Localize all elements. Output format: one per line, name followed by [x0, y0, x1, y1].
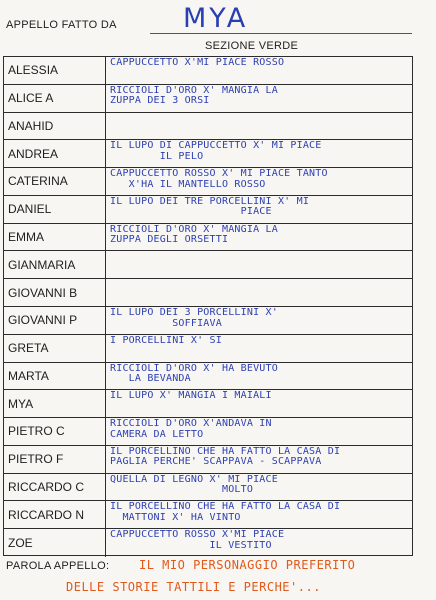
column-divider — [105, 501, 106, 528]
column-divider — [105, 196, 106, 223]
student-answer: IL LUPO DEI 3 PORCELLINI X' SOFFIAVA — [110, 308, 278, 329]
column-divider — [105, 168, 106, 195]
column-divider — [105, 307, 106, 334]
column-divider — [105, 363, 106, 390]
table-row — [4, 390, 412, 418]
table-row — [4, 224, 412, 252]
student-answer: I PORCELLINI X' SI — [110, 335, 222, 346]
column-divider — [105, 85, 106, 112]
table-row — [4, 474, 412, 502]
student-name: EMMA — [8, 230, 44, 245]
student-answer: RICCIOLI D'ORO X'ANDAVA IN CAMERA DA LETTO — [110, 419, 272, 440]
table-row — [4, 335, 412, 363]
student-answer — [110, 114, 408, 140]
column-divider — [105, 529, 106, 557]
table-row — [4, 140, 412, 168]
column-divider — [105, 140, 106, 167]
student-answer: IL LUPO DEI TRE PORCELLINI X' MI PIACE — [110, 196, 310, 218]
student-name: GIOVANNI B — [8, 285, 78, 300]
student-answer: IL PORCELLINO CHE HA FATTO LA CASA DI PAGLIA PERCHE' SCAPPAVA - SCAPPAVA — [110, 446, 341, 468]
student-answer: CAPPUCCETTO ROSSO X' MI PIACE TANTO X'HA IL MANTELLO ROSSO — [110, 169, 328, 190]
student-name: ALESSIA — [8, 63, 59, 78]
student-name: ZOE — [8, 536, 33, 551]
student-name: RICCARDO C — [8, 480, 85, 495]
column-divider — [105, 390, 106, 417]
student-name: RICCARDO N — [8, 507, 85, 522]
student-name: PIETRO C — [8, 424, 65, 439]
roll-call-table — [3, 56, 413, 556]
student-name: MARTA — [8, 368, 49, 383]
header-label: APPELLO FATTO DA — [6, 19, 117, 31]
student-name: DANIEL — [8, 202, 52, 217]
student-answer: CAPPUCCETTO X'MI PIACE ROSSO — [110, 58, 285, 68]
student-name: ANDREA — [8, 146, 59, 161]
column-divider — [105, 57, 106, 84]
table-row — [4, 113, 412, 141]
column-divider — [105, 418, 106, 445]
student-answer: RICCIOLI D'ORO X' HA BEVUTO LA BEVANDA — [110, 363, 278, 385]
student-name: ANAHID — [8, 118, 54, 133]
table-row — [4, 85, 412, 113]
table-row — [4, 529, 412, 557]
section-title: SEZIONE VERDE — [205, 40, 299, 52]
student-name: PIETRO F — [8, 452, 64, 467]
header-handwritten-name: MYA — [183, 3, 249, 34]
footer-label: PAROLA APPELLO: — [6, 560, 110, 572]
student-answer: CAPPUCCETTO ROSSO X'MI PIACE IL VESTITO — [110, 530, 285, 551]
table-row — [4, 196, 412, 224]
column-divider — [105, 279, 106, 306]
column-divider — [105, 474, 106, 501]
table-row — [4, 57, 412, 85]
student-name: GRETA — [8, 341, 49, 356]
table-row — [4, 501, 412, 529]
student-name: GIOVANNI P — [8, 313, 78, 328]
table-row — [4, 307, 412, 335]
student-answer — [110, 252, 408, 278]
footer-prompt-line-2: DELLE STORIE TATTILI E PERCHE'... — [66, 580, 321, 594]
column-divider — [105, 251, 106, 278]
table-row — [4, 251, 412, 279]
table-row — [4, 168, 412, 196]
student-answer: RICCIOLI D'ORO X' MANGIA LA ZUPPA DEGLI ORSETTI — [110, 224, 278, 246]
footer-prompt-line-1: IL MIO PERSONAGGIO PREFERITO — [139, 558, 356, 572]
student-answer: QUELLA DI LEGNO X' MI PIACE MOLTO — [110, 474, 278, 496]
student-name: ALICE A — [8, 91, 54, 106]
column-divider — [105, 335, 106, 362]
column-divider — [105, 113, 106, 140]
student-answer — [110, 280, 408, 306]
student-name: GIANMARIA — [8, 257, 76, 272]
student-answer: IL LUPO DI CAPPUCCETTO X' MI PIACE IL PELO — [110, 141, 322, 162]
table-row — [4, 279, 412, 307]
student-answer: RICCIOLI D'ORO X' MANGIA LA ZUPPA DEI 3 ORSI — [110, 85, 278, 107]
table-row — [4, 446, 412, 474]
table-row — [4, 418, 412, 446]
student-name: CATERINA — [8, 174, 68, 189]
student-name: MYA — [8, 396, 34, 411]
column-divider — [105, 224, 106, 251]
student-answer: IL PORCELLINO CHE HA FATTO LA CASA DI MATTONI X' HA VINTO — [110, 502, 341, 523]
column-divider — [105, 446, 106, 473]
student-answer: IL LUPO X' MANGIA I MAIALI — [110, 391, 272, 402]
table-row — [4, 363, 412, 391]
